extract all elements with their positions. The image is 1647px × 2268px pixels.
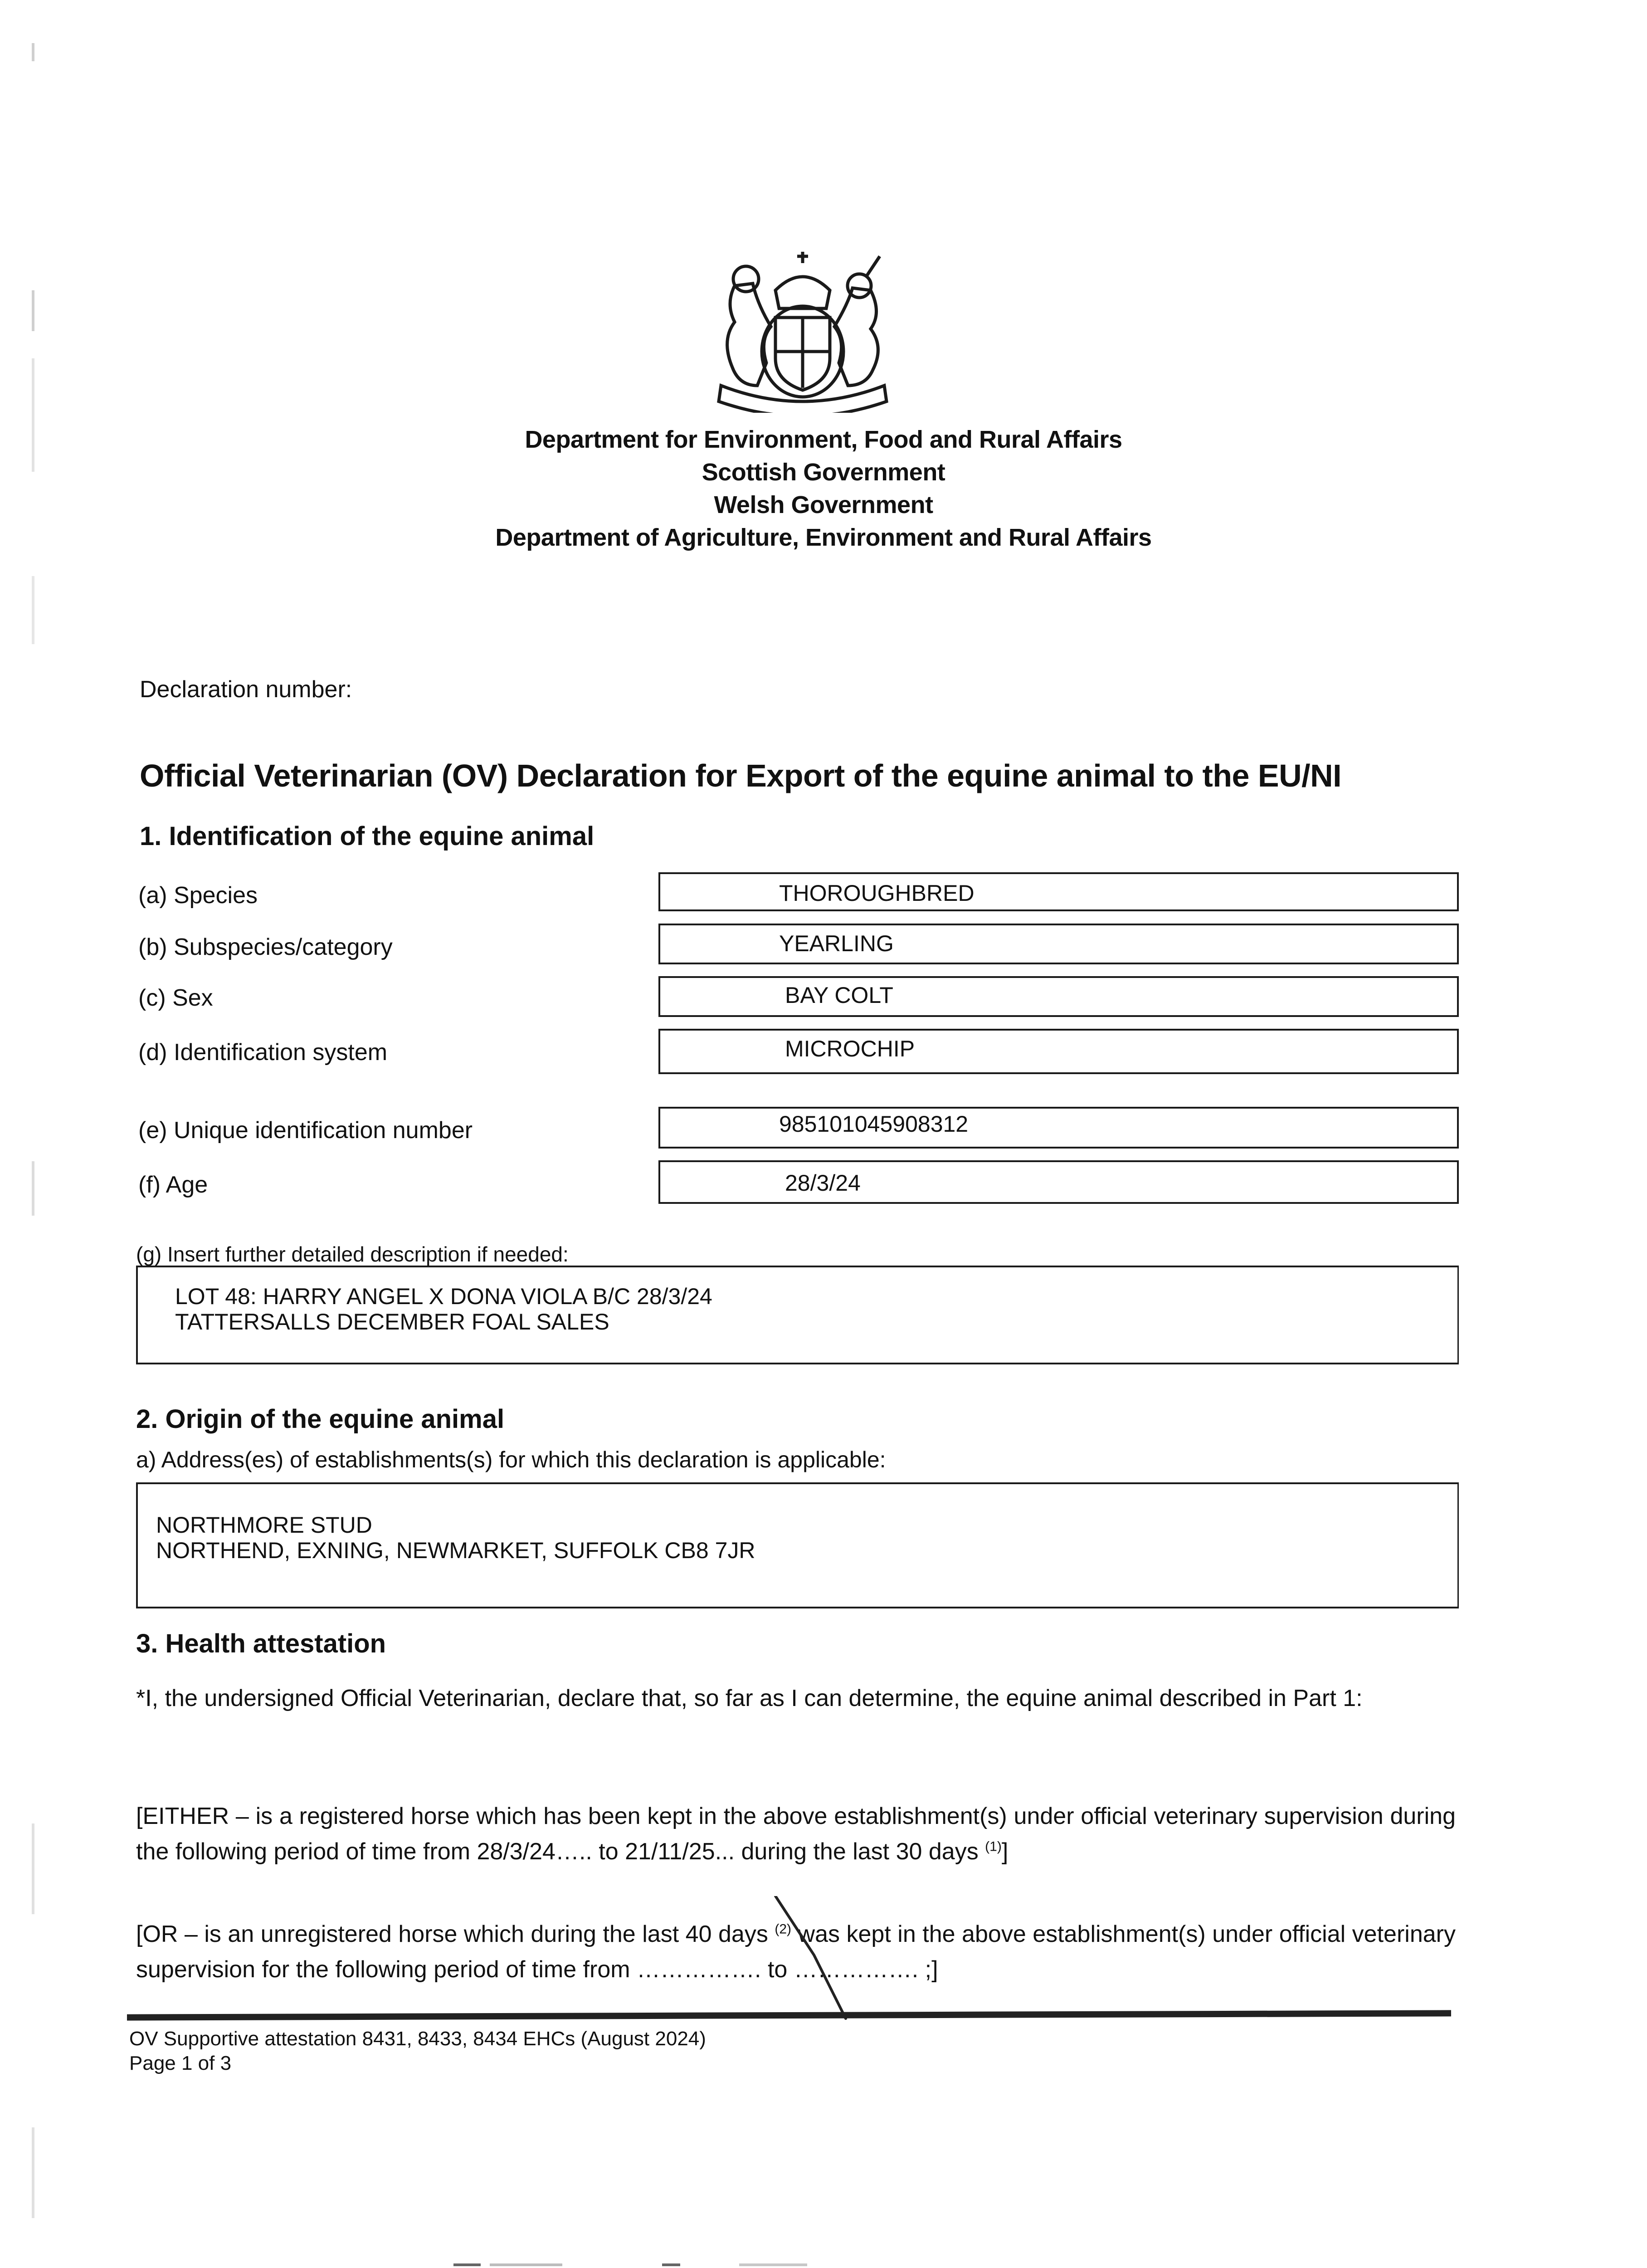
health-attestation-intro: *I, the undersigned Official Veterinarian, declare that, so far as I can determine, the equine animal described in Part 1: xyxy=(136,1685,1363,1711)
description-line: LOT 48: HARRY ANGEL X DONA VIOLA B/C 28/3/24 xyxy=(175,1284,712,1309)
section-2-heading: 2. Origin of the equine animal xyxy=(136,1404,505,1434)
footer-reference: OV Supportive attestation 8431, 8433, 8434 EHCs (August 2024) xyxy=(129,2028,706,2050)
department-welsh-government: Welsh Government xyxy=(714,491,933,518)
either-clause xyxy=(136,1799,1456,1869)
either-closing: ] xyxy=(1001,1838,1009,1865)
scan-edge-mark xyxy=(453,2263,481,2266)
identification-system-label: (d) Identification system xyxy=(138,1039,388,1066)
identification-system-field[interactable]: MICROCHIP xyxy=(658,1029,1459,1074)
address-line: NORTHEND, EXNING, NEWMARKET, SUFFOLK CB8 7JR xyxy=(156,1538,755,1563)
unique-id-field[interactable]: 985101045908312 xyxy=(658,1107,1459,1149)
scan-edge-mark xyxy=(32,290,34,331)
subspecies-label: (b) Subspecies/category xyxy=(138,934,393,960)
address-field[interactable] xyxy=(136,1482,1459,1608)
sex-label: (c) Sex xyxy=(138,985,213,1011)
address-line: NORTHMORE STUD xyxy=(156,1512,372,1538)
scan-edge-mark xyxy=(739,2263,807,2266)
sex-field[interactable]: BAY COLT xyxy=(658,976,1459,1017)
department-daera: Department of Agriculture, Environment and Rural Affairs xyxy=(495,524,1152,551)
page-number: Page 1 of 3 xyxy=(129,2052,232,2074)
page-title: Official Veterinarian (OV) Declaration for Export of the equine animal to the EU/NI xyxy=(140,758,1342,793)
footnote-ref-1: (1) xyxy=(985,1839,1002,1854)
description-label: (g) Insert further detailed description if needed: xyxy=(136,1242,569,1266)
either-text-before: [EITHER – is a registered horse which has been kept in the above establishment(s) under official veterinary supervision during the following period of time from xyxy=(136,1803,1456,1865)
strike-out-pen-stroke xyxy=(771,1896,907,2023)
department-scottish-government: Scottish Government xyxy=(702,459,945,486)
either-from-date[interactable]: 28/3/24 xyxy=(477,1838,555,1865)
either-to-date[interactable]: 21/11/25 xyxy=(625,1838,715,1865)
subspecies-field[interactable]: YEARLING xyxy=(658,924,1459,964)
species-label: (a) Species xyxy=(138,882,258,909)
or-text-after: was kept in the above establishment(s) under official veterinary supervision for the following period of time from ……………. to ……………. ;] xyxy=(136,1921,1456,1983)
section-1-heading: 1. Identification of the equine animal xyxy=(140,821,594,851)
scan-edge-mark xyxy=(490,2263,562,2266)
scan-edge-mark xyxy=(32,2127,34,2218)
declaration-number-label: Declaration number: xyxy=(140,676,352,703)
age-label: (f) Age xyxy=(138,1172,208,1198)
either-middle: ….. to xyxy=(555,1838,625,1865)
unique-id-label: (e) Unique identification number xyxy=(138,1117,473,1144)
or-text-before: [OR – is an unregistered horse which during the last 40 days xyxy=(136,1921,775,1947)
address-label: a) Address(es) of establishments(s) for which this declaration is applicable: xyxy=(136,1447,886,1472)
scan-edge-mark xyxy=(32,576,34,644)
either-text-after: ... during the last 30 days xyxy=(715,1838,985,1865)
species-field[interactable]: THOROUGHBRED xyxy=(658,872,1459,911)
description-field[interactable] xyxy=(136,1266,1459,1364)
scan-edge-mark xyxy=(662,2263,680,2266)
age-field[interactable]: 28/3/24 xyxy=(658,1160,1459,1204)
scan-edge-mark xyxy=(32,43,34,61)
description-line: TATTERSALLS DECEMBER FOAL SALES xyxy=(175,1309,609,1334)
footnote-ref-2: (2) xyxy=(775,1921,792,1937)
section-3-heading: 3. Health attestation xyxy=(136,1629,386,1658)
scan-edge-mark xyxy=(32,1823,34,1914)
department-defra: Department for Environment, Food and Rural Affairs xyxy=(525,426,1122,453)
scan-edge-mark xyxy=(32,1161,34,1216)
royal-coat-of-arms-icon xyxy=(707,249,898,413)
